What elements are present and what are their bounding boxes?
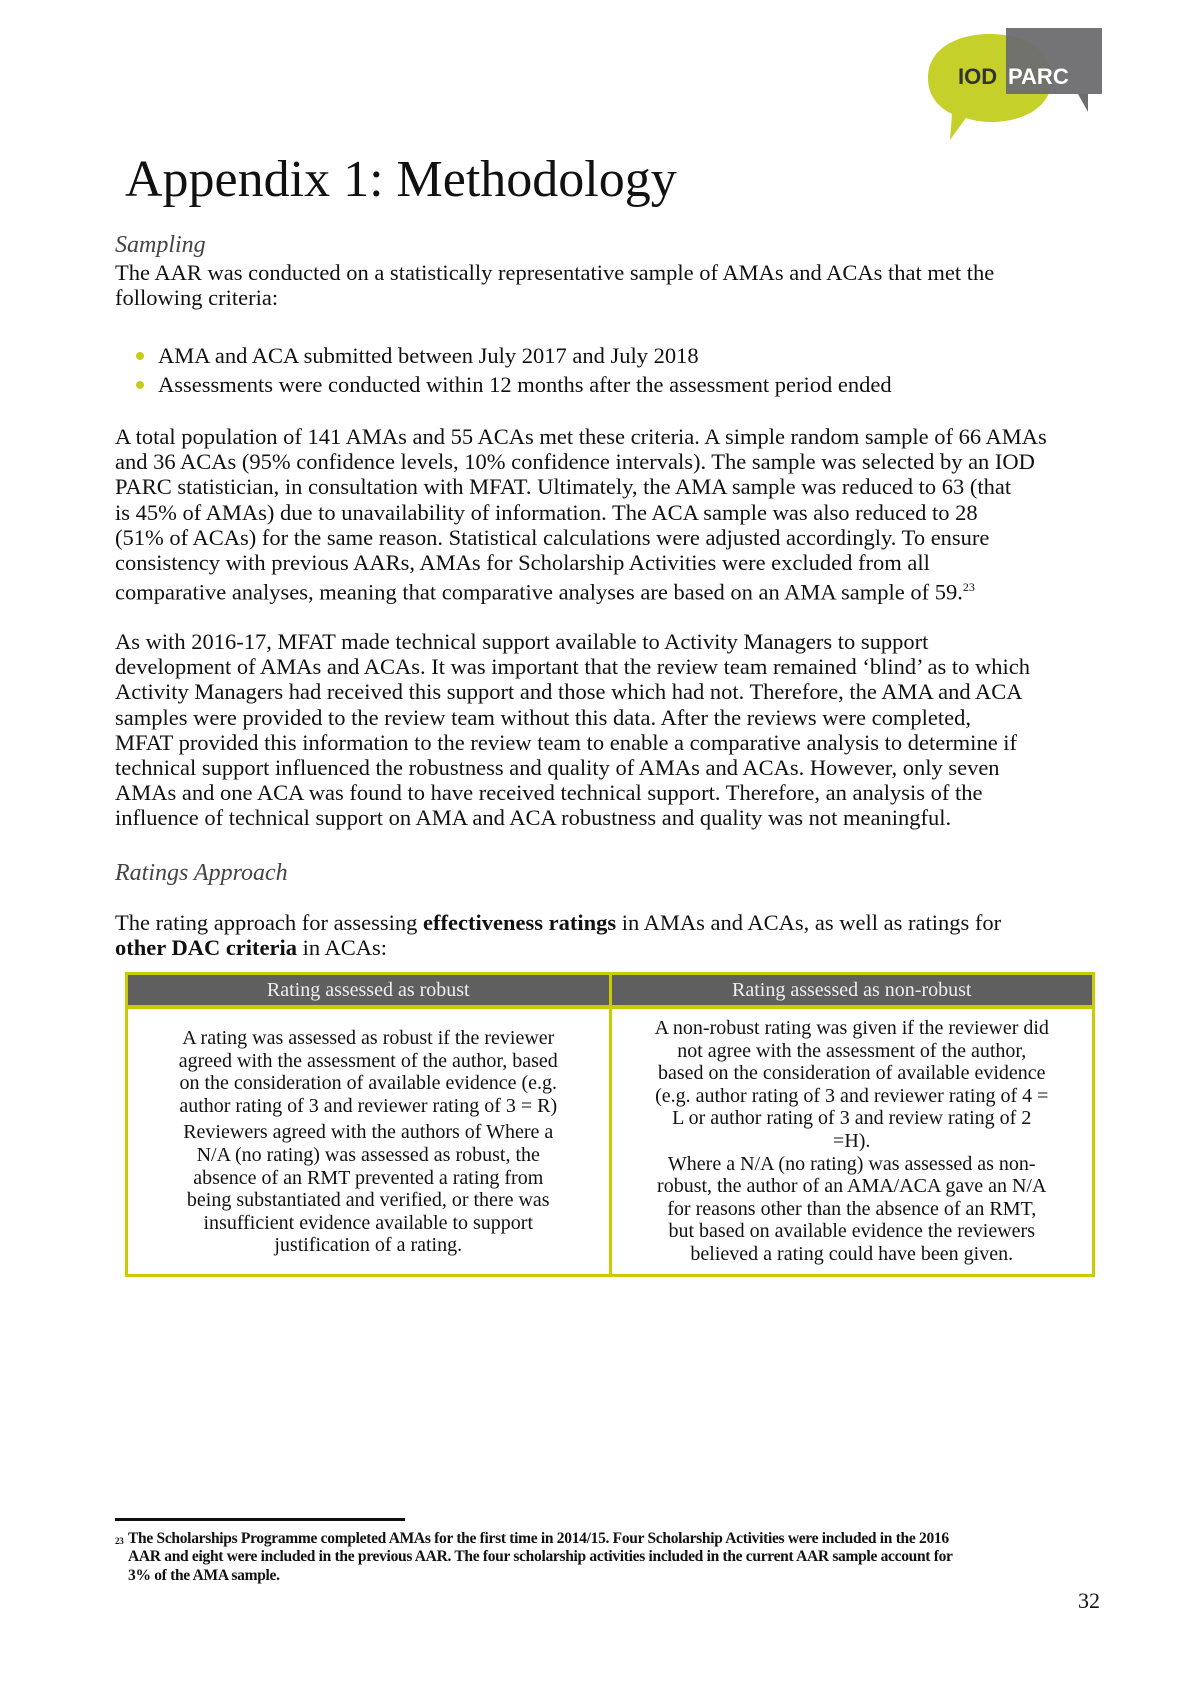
text-line: A rating was assessed as robust if the reviewer bbox=[182, 1027, 555, 1049]
ratings-table bbox=[125, 972, 1095, 1277]
text-line: PARC statistician, in consultation with MFAT. Ultimately, the AMA sample was reduced to 63 (that bbox=[115, 474, 1012, 500]
sampling-paragraph-population bbox=[115, 424, 1047, 605]
sampling-intro bbox=[115, 260, 994, 310]
text-line: based on the consideration of available evidence bbox=[657, 1062, 1046, 1085]
footnote bbox=[115, 1530, 953, 1585]
text-line: absence of an RMT prevented a rating from bbox=[193, 1166, 544, 1189]
text-line: Reviewers agreed with the authors of Where a bbox=[183, 1121, 554, 1144]
text: in AMAs and ACAs, as well as ratings for bbox=[616, 910, 1002, 935]
text-line: on the consideration of available evidence (e.g. bbox=[179, 1072, 558, 1095]
text: in ACAs: bbox=[297, 935, 388, 961]
text-line: not agree with the assessment of the author, bbox=[677, 1039, 1027, 1062]
text-line: L or author rating of 3 and review rating of 2 bbox=[672, 1107, 1032, 1130]
bullet-icon bbox=[136, 381, 144, 389]
text-line: influence of technical support on AMA and ACA robustness and quality was not meaningful. bbox=[115, 805, 952, 831]
list-item bbox=[158, 370, 892, 399]
list-item-text: AMA and ACA submitted between July 2017 and July 2018 bbox=[158, 343, 699, 368]
list-item bbox=[158, 341, 892, 370]
logo-text-iod: IOD bbox=[958, 64, 998, 89]
text-line bbox=[115, 575, 1047, 605]
text-line: (51% of ACAs) for the same reason. Statistical calculations were adjusted accordingly. To ensure bbox=[115, 524, 990, 550]
bullet-icon bbox=[136, 352, 144, 360]
text-line: following criteria: bbox=[115, 285, 279, 311]
text-line: technical support influenced the robustness and quality of AMAs and ACAs. However, only seven bbox=[115, 755, 1000, 781]
text-line: The AAR was conducted on a statistically representative sample of AMAs and ACAs that met the bbox=[115, 260, 995, 285]
text-line-content: comparative analyses, meaning that comparative analyses are based on an AMA sample of 59. bbox=[115, 579, 963, 605]
text-line: Where a N/A (no rating) was assessed as non- bbox=[667, 1152, 1036, 1175]
text-line: Activity Managers had received this support and those which had not. Therefore, the AMA and ACA bbox=[115, 679, 1023, 705]
text-line: insufficient evidence available to support bbox=[203, 1211, 534, 1234]
text-line: AAR and eight were included in the previous AAR. The four scholarship activities included in the current AAR sample account for bbox=[128, 1548, 953, 1566]
text-line: 3% of the AMA sample. bbox=[128, 1566, 280, 1584]
text-line: but based on available evidence the reviewers bbox=[668, 1220, 1035, 1243]
text-line: justification of a rating. bbox=[274, 1234, 463, 1257]
text-line: samples were provided to the review team without this data. After the reviews were completed, bbox=[115, 704, 971, 730]
text-line: believed a rating could have been given. bbox=[690, 1242, 1014, 1265]
footnote-number: 23 bbox=[115, 1536, 124, 1546]
bold-text: other DAC criteria bbox=[115, 935, 298, 961]
section-heading-sampling: Sampling bbox=[115, 232, 206, 258]
footnote-ref[interactable]: 23 bbox=[962, 580, 975, 595]
text-line: MFAT provided this information to the review team to enable a comparative analysis to determine if bbox=[115, 729, 1018, 755]
text-line: being substantiated and verified, or there was bbox=[186, 1189, 550, 1212]
text-line: and 36 ACAs (95% confidence levels, 10% confidence intervals). The sample was selected by an IOD bbox=[115, 449, 1035, 475]
sampling-paragraph-technical-support bbox=[115, 629, 1030, 831]
text-line: agreed with the assessment of the author, based bbox=[178, 1049, 558, 1072]
robust-cell bbox=[127, 1007, 611, 1275]
text-line bbox=[115, 935, 1001, 960]
logo-text-parc: PARC bbox=[1008, 64, 1069, 89]
table-header-row bbox=[127, 974, 1094, 1008]
page-title: Appendix 1: Methodology bbox=[125, 151, 677, 208]
column-header-robust: Rating assessed as robust bbox=[127, 974, 611, 1008]
text-line: development of AMAs and ACAs. It was important that the review team remained ‘blind’ as to which bbox=[115, 654, 1030, 680]
column-header-non-robust: Rating assessed as non-robust bbox=[610, 974, 1094, 1008]
page-number: 32 bbox=[1078, 1588, 1100, 1613]
text-line: author rating of 3 and reviewer rating of 3 = R) bbox=[179, 1094, 558, 1117]
text-line: A non-robust rating was given if the reviewer did bbox=[654, 1017, 1049, 1039]
ratings-intro bbox=[115, 910, 1001, 960]
text: The rating approach for assessing bbox=[115, 910, 424, 935]
text-line: for reasons other than the absence of an RMT, bbox=[667, 1197, 1037, 1220]
text-line: AMAs and one ACA was found to have received technical support. Therefore, an analysis of the bbox=[115, 780, 983, 806]
text-line: consistency with previous AARs, AMAs for Scholarship Activities were excluded from all bbox=[115, 550, 930, 576]
text-line: =H). bbox=[833, 1129, 871, 1152]
text-line: The Scholarships Programme completed AMAs for the first time in 2014/15. Four Scholarship Activities were included in the 2016 bbox=[128, 1530, 949, 1547]
text-line: A total population of 141 AMAs and 55 ACAs met these criteria. A simple random sample of 66 AMAs bbox=[115, 424, 1047, 449]
text-line: (e.g. author rating of 3 and reviewer rating of 4 = bbox=[655, 1084, 1049, 1107]
non-robust-cell bbox=[610, 1007, 1094, 1275]
text-line: As with 2016-17, MFAT made technical support available to Activity Managers to support bbox=[115, 629, 929, 654]
criteria-list bbox=[158, 341, 892, 399]
bold-text: effectiveness ratings bbox=[423, 910, 617, 935]
text-line: N/A (no rating) was assessed as robust, the bbox=[196, 1143, 540, 1166]
footnote-separator bbox=[115, 1518, 405, 1521]
table-row bbox=[127, 1007, 1094, 1275]
list-item-text: Assessments were conducted within 12 months after the assessment period ended bbox=[158, 372, 892, 397]
text-line bbox=[115, 910, 1001, 935]
text-line: robust, the author of an AMA/ACA gave an N/A bbox=[657, 1175, 1047, 1198]
section-heading-ratings: Ratings Approach bbox=[115, 860, 288, 886]
iod-parc-logo bbox=[928, 28, 1103, 143]
text-line: is 45% of AMAs) due to unavailability of information. The ACA sample was also reduced to 28 bbox=[115, 499, 978, 525]
